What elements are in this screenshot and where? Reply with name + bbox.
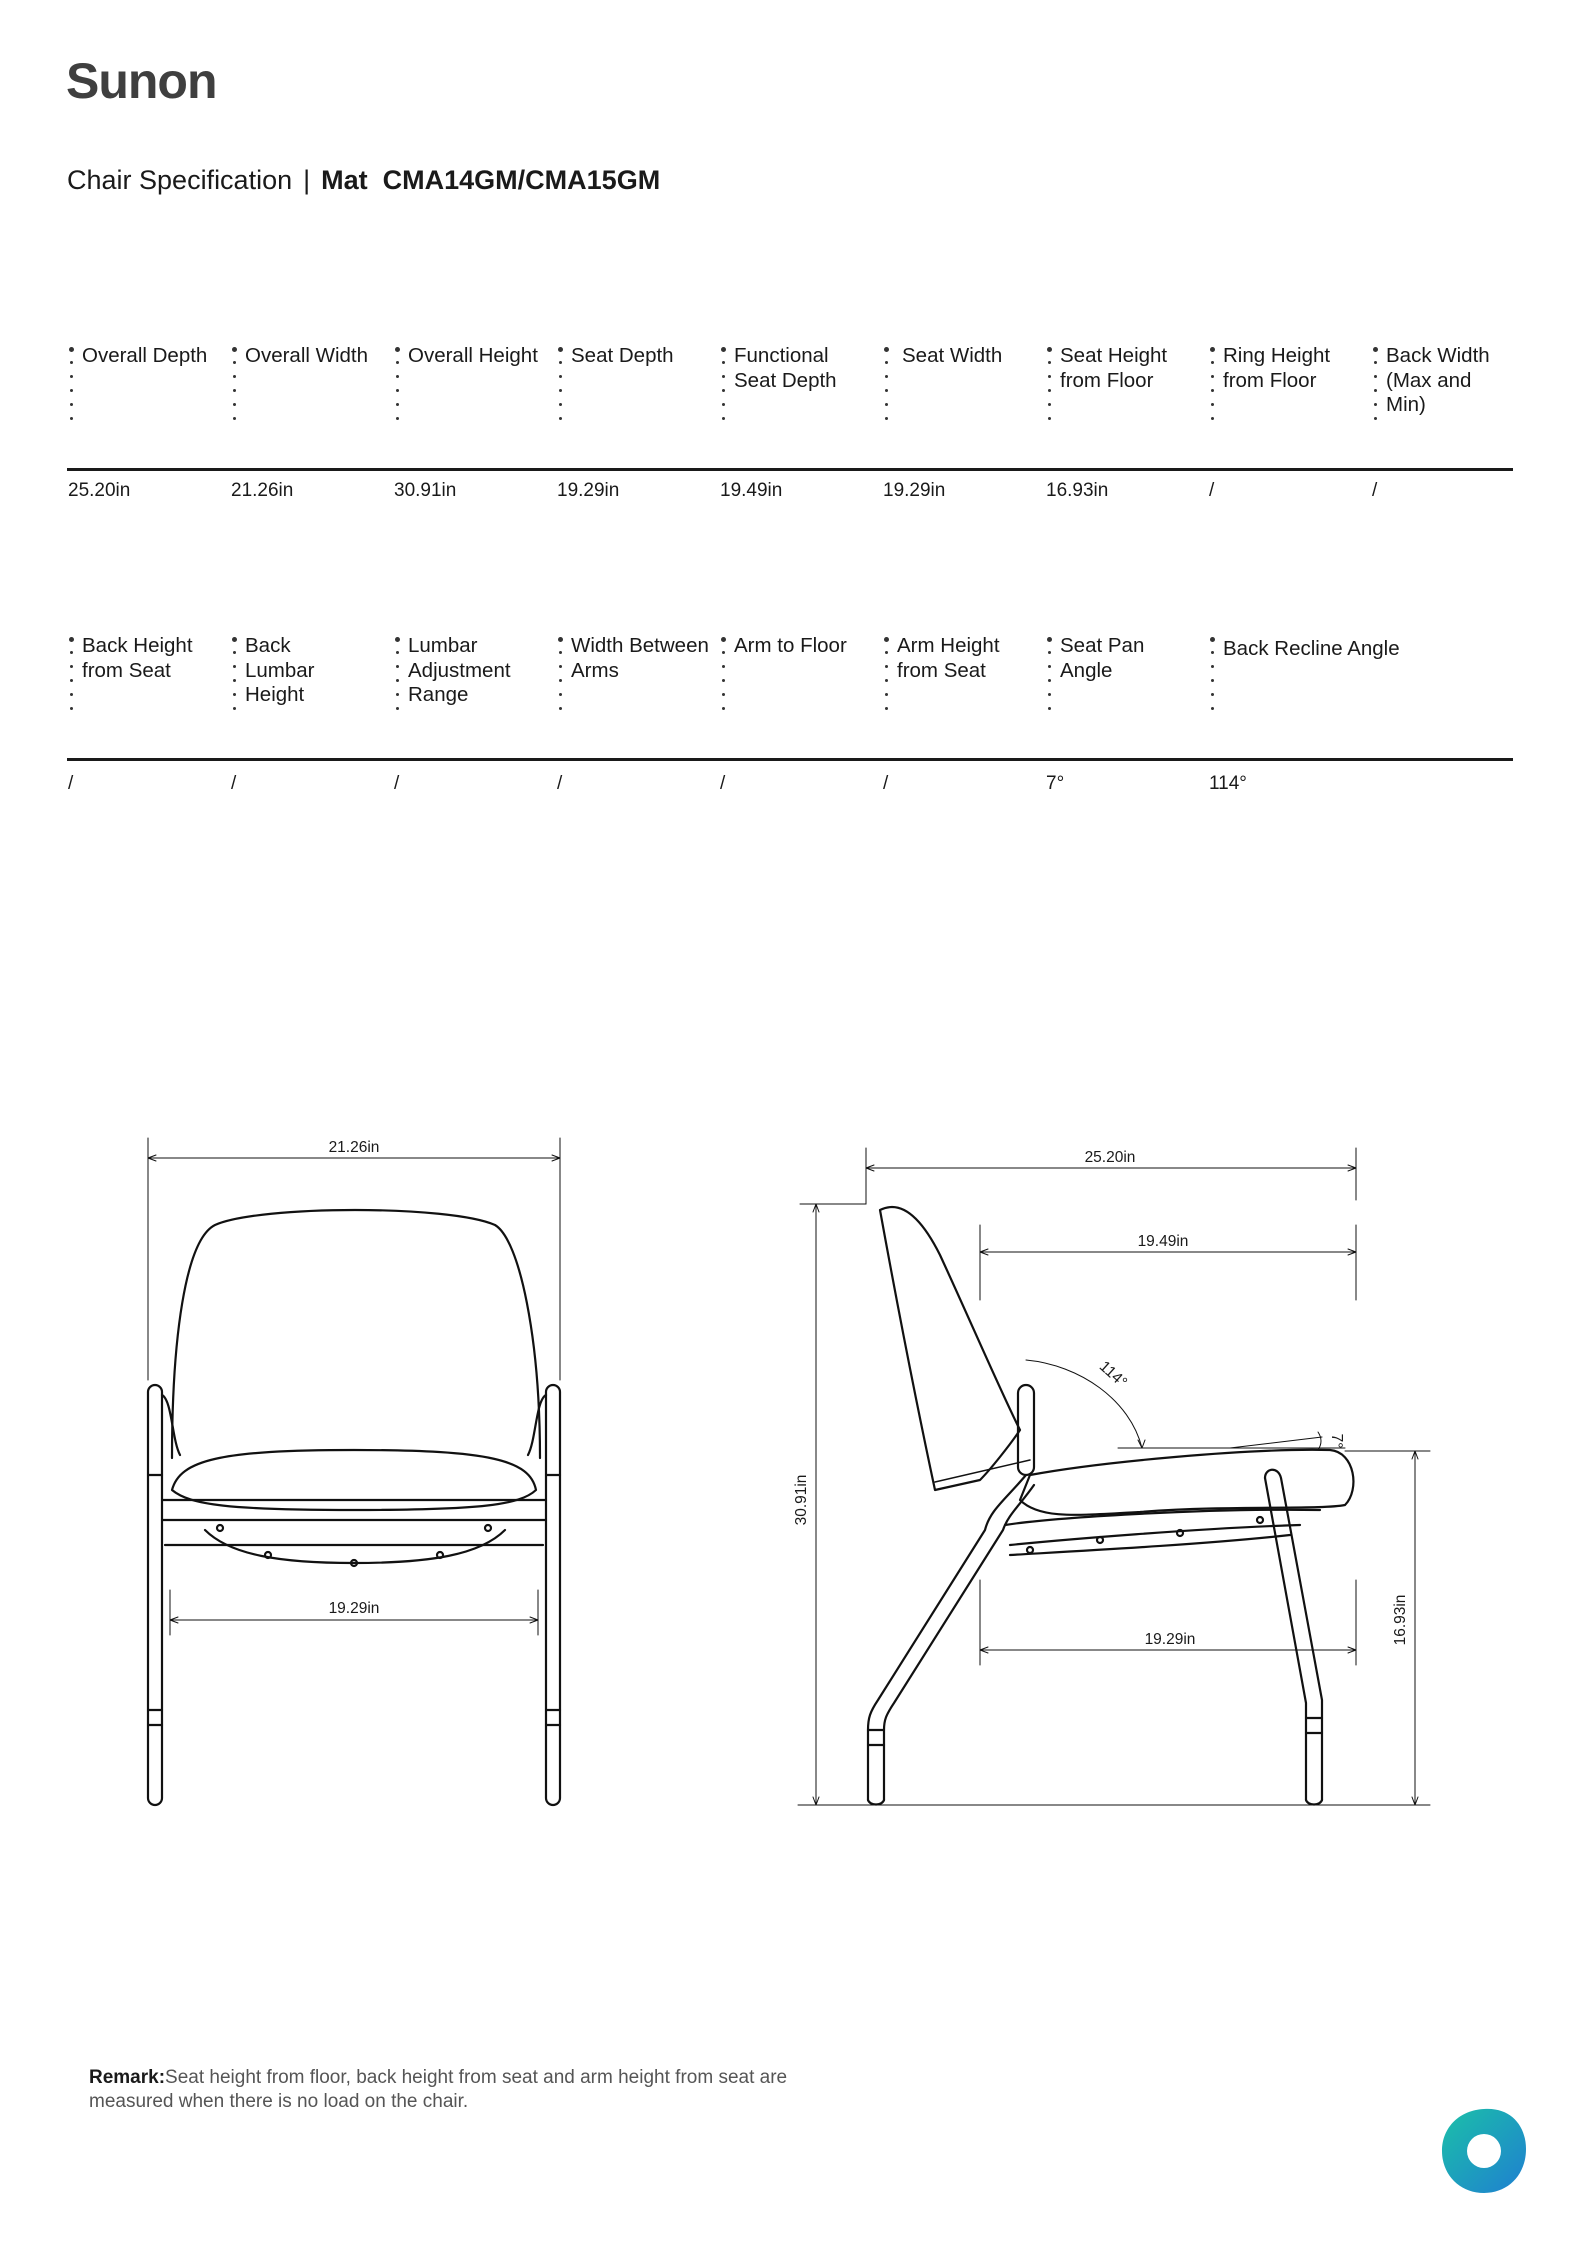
remark-note [89,2066,829,2114]
backrest-outline [172,1210,540,1458]
spec-value: / [557,773,563,794]
spec-value: / [1209,480,1215,501]
front-view-drawing [130,1120,590,1820]
spec-value: 16.93in [1046,480,1109,501]
spec-label: Back Lumbar Height [245,634,315,706]
dimension-label-seat-height: 16.93in [1392,1594,1409,1646]
spec-value: / [68,773,74,794]
spec-label: Arm to Floor [734,634,847,657]
table-divider [67,468,1513,471]
spec-value: 7° [1046,773,1065,794]
spec-value: / [1372,480,1378,501]
spec-value: 21.26in [231,480,294,501]
dimension-label-seat-depth: 19.29in [1144,1631,1196,1648]
backrest-outline [880,1207,1020,1490]
side-view-drawing [780,1130,1440,1820]
dimension-label-overall-width: 21.26in [328,1139,380,1156]
spec-value: 19.29in [883,480,946,501]
title-separator: | [303,165,311,195]
dimension-label-seat-width: 19.29in [328,1600,380,1617]
spec-label: Overall Width [245,344,369,367]
spec-value: 19.49in [720,480,783,501]
spec-label: Back Height from Seat [82,634,193,682]
right-leg [546,1385,560,1805]
brand-logo: Sunon [66,53,217,109]
dimension-label-seat-pan-angle: 7° [1328,1433,1345,1449]
spec-label: Back Recline Angle [1223,637,1400,660]
page-title [67,165,660,196]
dimension-label-overall-height: 30.91in [793,1474,810,1526]
spec-value: 19.29in [557,480,620,501]
spec-label: Lumbar Adjustment Range [408,634,511,706]
spec-label: Overall Height [408,344,538,367]
spec-value: / [720,773,726,794]
spec-label: Functional Seat Depth [734,344,837,392]
spec-value: / [231,773,237,794]
spec-value: 25.20in [68,480,131,501]
spec-value: 30.91in [394,480,457,501]
spec-label: Seat Pan Angle [1060,634,1145,682]
dimension-label-recline-angle: 114° [1095,1357,1131,1392]
remark-text: Seat height from floor, back height from seat and arm height from seat are measured when there is no load on the chair. [89,2067,788,2112]
left-leg [148,1385,162,1805]
spec-label: Width Between Arms [571,634,709,682]
spec-table-2 [67,634,1513,794]
dimension-label-overall-depth: 25.20in [1084,1149,1136,1166]
table-divider [67,758,1513,761]
spec-label: Seat Depth [571,344,674,367]
seat-outline [1020,1450,1353,1515]
remark-label: Remark: [89,2067,166,2088]
spec-value: 114° [1209,773,1247,794]
spec-label: Back Width (Max and Min) [1386,344,1490,416]
spec-label: Ring Height from Floor [1223,344,1331,392]
brand-ring-icon [1438,2105,1530,2197]
spec-value: / [883,773,889,794]
spec-label: Seat Height from Floor [1060,344,1168,392]
spec-value: / [394,773,400,794]
spec-label: Seat Width [902,344,1003,367]
title-text: Chair Specification [67,165,293,195]
spec-label: Arm Height from Seat [897,634,1000,682]
spec-table-1 [67,344,1513,504]
model-number: CMA14GM/CMA15GM [382,165,661,195]
spec-label: Overall Depth [82,344,208,367]
front-leg [868,1475,1026,1800]
dimension-label-functional-seat-depth: 19.49in [1137,1233,1189,1250]
mat-label: Mat [321,165,368,195]
